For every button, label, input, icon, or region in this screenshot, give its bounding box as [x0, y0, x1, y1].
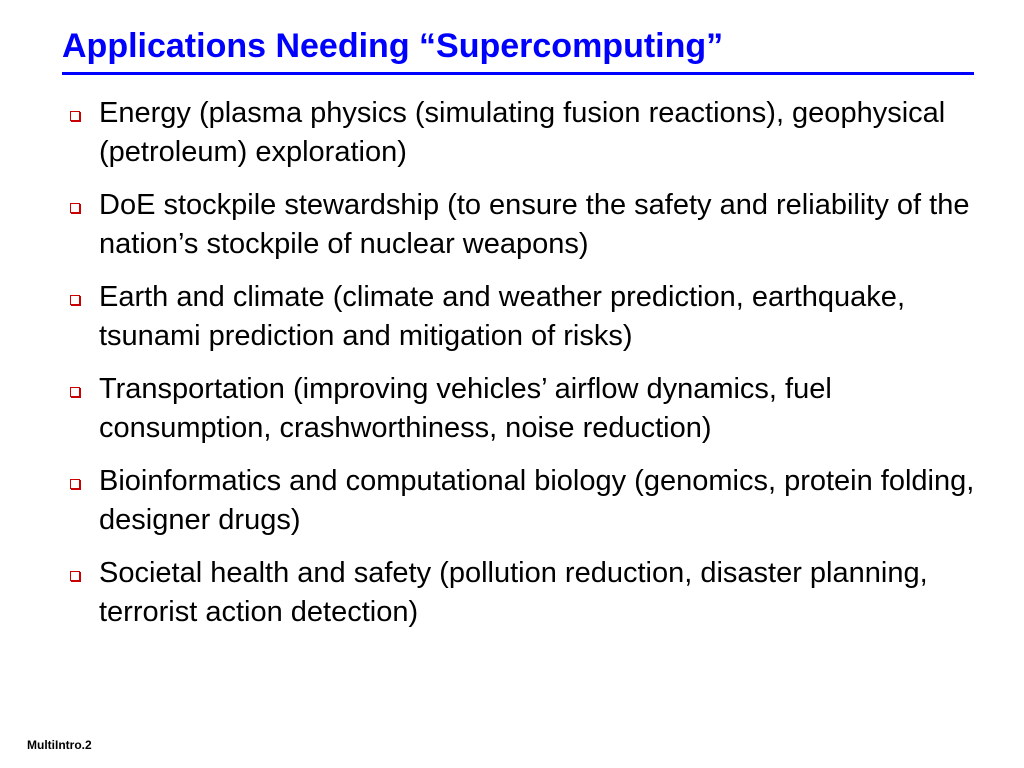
bullet-item [68, 370, 988, 448]
hollow-square-bullet-icon [70, 111, 80, 121]
bullet-item [68, 462, 988, 540]
bullet-text: Transportation (improving vehicles’ airflow dynamics, fuel consumption, crashworthiness, noise reduction) [99, 373, 832, 444]
bullet-text: DoE stockpile stewardship (to ensure the safety and reliability of the nation’s stockpile of nuclear weapons) [99, 189, 970, 260]
hollow-square-bullet-icon [70, 479, 80, 489]
slide-footer: MultiIntro.2 [27, 738, 92, 752]
bullet-text: Energy (plasma physics (simulating fusion reactions), geophysical (petroleum) exploration) [99, 97, 946, 168]
hollow-square-bullet-icon [70, 295, 80, 305]
bullet-text: Bioinformatics and computational biology (genomics, protein folding, designer drugs) [99, 465, 975, 536]
bullet-text: Earth and climate (climate and weather prediction, earthquake, tsunami prediction and mitigation of risks) [99, 281, 905, 352]
hollow-square-bullet-icon [70, 387, 80, 397]
bullet-item [68, 554, 988, 632]
hollow-square-bullet-icon [70, 203, 80, 213]
title-underline [62, 72, 974, 75]
bullet-item [68, 94, 988, 172]
bullet-list [68, 94, 988, 646]
bullet-item [68, 186, 988, 264]
bullet-text: Societal health and safety (pollution reduction, disaster planning, terrorist action detection) [99, 557, 928, 628]
slide-title: Applications Needing “Supercomputing” [62, 27, 724, 65]
hollow-square-bullet-icon [70, 571, 80, 581]
bullet-item [68, 278, 988, 356]
